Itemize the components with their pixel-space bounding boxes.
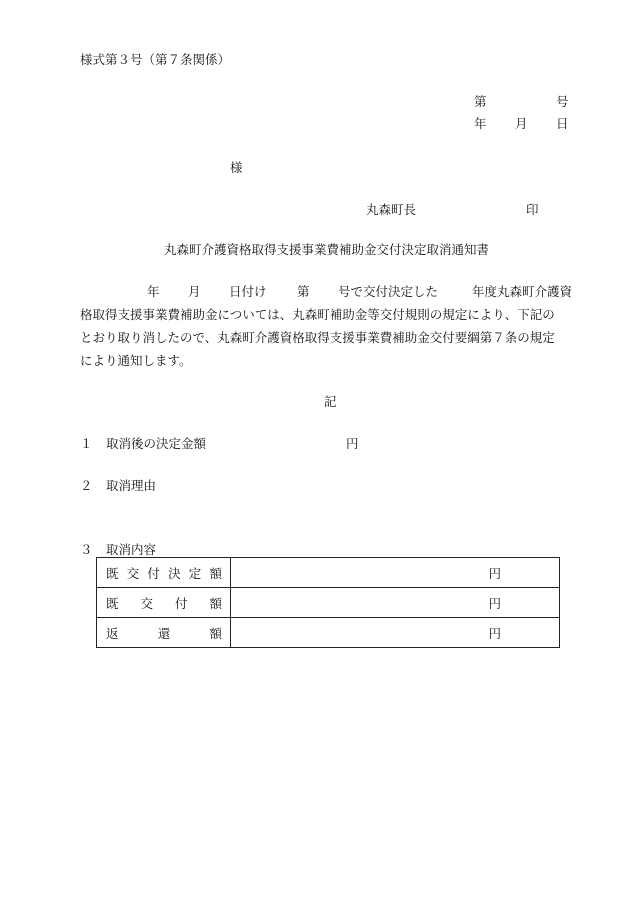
yen-unit: 円 <box>488 565 501 581</box>
row-label-already-decided <box>97 558 231 588</box>
row-value-cell <box>231 588 560 618</box>
body-fiscal-year: 年度丸森町介護資 <box>472 284 573 299</box>
body-line-2: 格取得支援事業費補助金については、丸森町補助金等交付規則の規定により、下記の <box>80 307 555 322</box>
date-year: 年 <box>474 116 487 131</box>
number-suffix: 号 <box>556 94 569 109</box>
label-char: 既 <box>106 565 119 581</box>
label-char: 既 <box>106 595 119 611</box>
label-char: 額 <box>209 565 222 581</box>
ki-heading: 記 <box>324 394 337 409</box>
yen-unit: 円 <box>488 595 501 611</box>
addressee-suffix: 様 <box>230 160 243 175</box>
label-char: 付 <box>147 565 160 581</box>
issuer-seal: 印 <box>526 202 539 217</box>
body-year: 年 <box>147 284 160 299</box>
label-char: 定 <box>188 565 202 581</box>
row-label-already-granted <box>97 588 231 618</box>
item-2-number: ２ <box>80 478 93 493</box>
issuer-title: 丸森町長 <box>366 202 417 217</box>
item-1-number: １ <box>80 436 93 451</box>
number-prefix: 第 <box>474 94 487 109</box>
item-1-unit: 円 <box>346 436 359 451</box>
label-char: 決 <box>168 565 181 581</box>
body-number-prefix: 第 <box>297 284 310 299</box>
label-char: 付 <box>174 595 188 611</box>
form-id: 様式第３号（第７条関係） <box>80 52 231 67</box>
row-label-refund <box>97 618 231 648</box>
label-char: 返 <box>106 625 119 641</box>
table-row <box>97 618 560 648</box>
body-decided: 号で交付決定した <box>338 284 439 299</box>
label-char: 交 <box>126 565 140 581</box>
yen-unit: 円 <box>488 625 501 641</box>
item-2-label: 取消理由 <box>106 478 157 493</box>
label-char: 交 <box>140 595 153 611</box>
label-char: 還 <box>157 625 171 641</box>
row-value-cell <box>231 618 560 648</box>
label-char: 額 <box>209 595 222 611</box>
date-month: 月 <box>515 116 528 131</box>
item-1-label: 取消後の決定金額 <box>106 436 207 451</box>
body-line-4: により通知します。 <box>80 353 192 368</box>
label-char: 額 <box>209 625 222 641</box>
item-3-number: ３ <box>80 542 93 557</box>
date-day: 日 <box>556 116 569 131</box>
row-value-cell <box>231 558 560 588</box>
detail-table <box>96 557 560 648</box>
body-line-3: とおり取り消したので、丸森町介護資格取得支援事業費補助金交付要綱第７条の規定 <box>80 330 555 345</box>
body-month: 月 <box>188 284 201 299</box>
body-day: 日付け <box>229 284 267 299</box>
item-3-label: 取消内容 <box>106 542 157 557</box>
document-title: 丸森町介護資格取得支援事業費補助金交付決定取消通知書 <box>164 242 490 257</box>
table-row <box>97 558 560 588</box>
table-row <box>97 588 560 618</box>
